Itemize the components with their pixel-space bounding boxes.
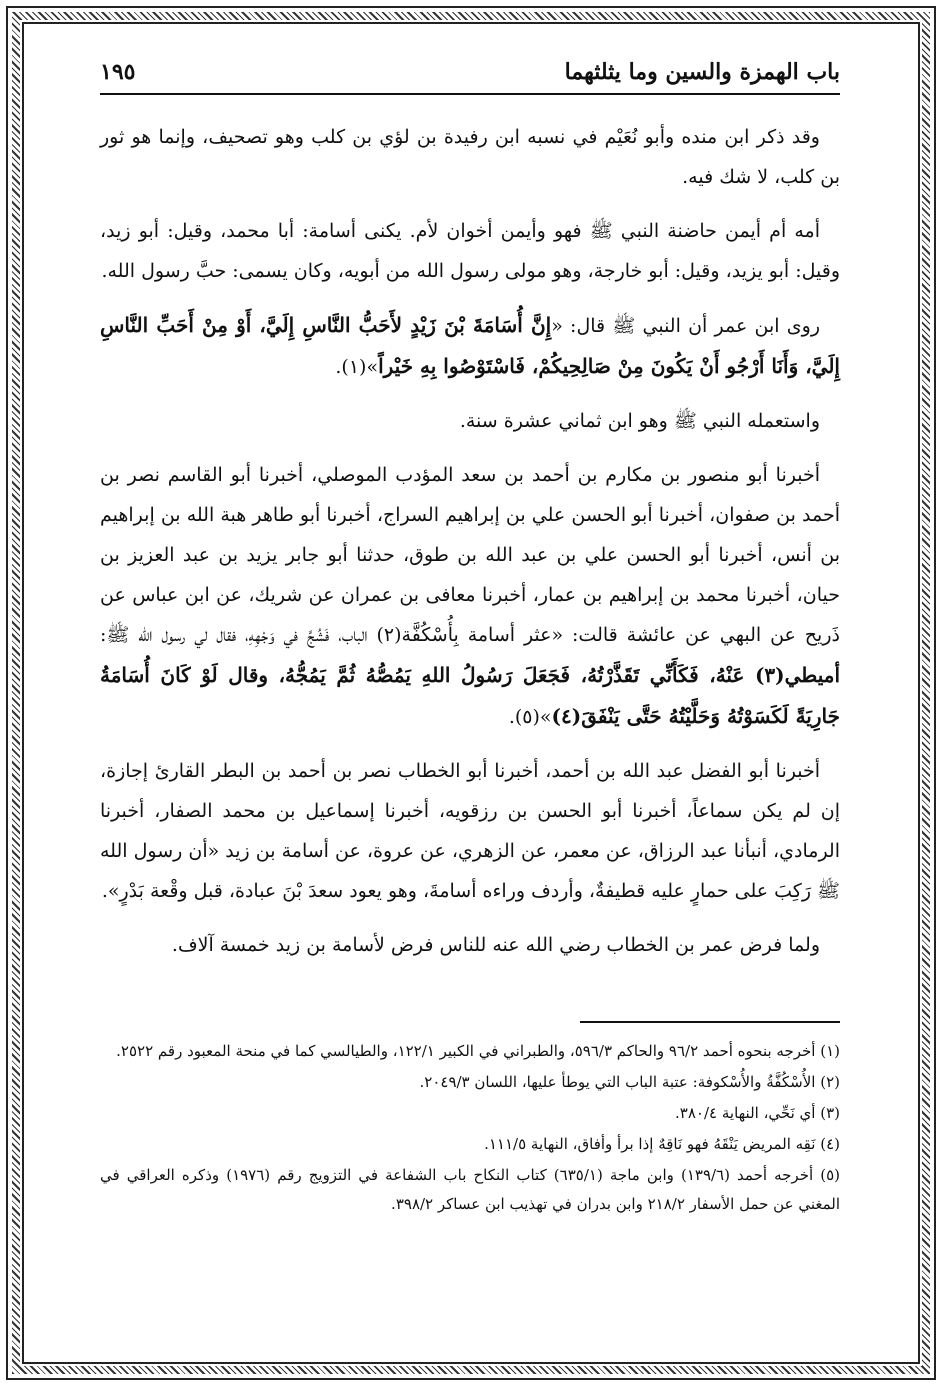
footnote-2: (٢) الأُسْكُفَّةُ والأُسْكوفة: عتبة الباب التي يوطأ عليها، اللسان ٢٠٤٩/٣. <box>419 1073 840 1091</box>
paragraph-mother: أمه أم أيمن حاضنة النبي ﷺ فهو وأيمن أخوان لأم. يكنى أسامة: أبا محمد، وقيل: أبو زيد، وقيل: أبو يزيد، وقيل: أبو خارجة، وهو مولى رسول الله من أبويه، وكان يسمى: حبَّ رسول الله. <box>100 220 840 282</box>
hadith-text: إِنَّ أُسَامَةَ بْنَ زَيْدٍ لأَحَبُّ النَّاسِ إِلَيَّ، أَوْ مِنْ أَحَبِّ النَّاسِ إِلَيَّ، وَأَنَا أَرْجُو أَنْ يَكُونَ مِنْ صَالِحِيكُمْ، فَاسْتَوْصُوا بِهِ خَيْراً <box>100 313 840 378</box>
footnote-divider <box>580 1021 840 1023</box>
paragraph-hadith-ibn-umar <box>100 305 840 387</box>
footnote-3: (٣) أي نَحِّي، النهاية ٣٨٠/٤. <box>675 1104 840 1122</box>
narration-hadith: أميطي(٣) عَنْهُ، فَكَأَنِّي تَقَذَّرْتُهُ، فَجَعَلَ رَسُولُ اللهِ يَمُصُّهُ ثُمَّ يَمُجُّهُ، وقال لَوْ كَانَ أُسَامَةُ جَارِيَةً لَكَسَوْتُهُ وَحَلَّيْتُهُ حَتَّى يَنْفَقَ(٤) <box>100 663 840 728</box>
hadith-intro: روى ابن عمر أن النبي ﷺ قال: « <box>551 315 821 337</box>
paragraph-donkey-narration: أخبرنا أبو الفضل عبد الله بن أحمد، أخبرنا أبو الخطاب نصر بن أحمد بن البطر القارئ إجازة، إن لم يكن سماعاً، أخبرنا أبو الحسن بن رزقويه، أخبرنا إسماعيل بن محمد الصفار، أخبرنا الرمادي، أنبأنا عبد الرزاق، عن معمر، عن الزهري، عن عروة، عن أسامة بن زيد «أن رسول الله ﷺ رَكِبَ على حمارٍ عليه قطيفةٌ، وأردف وراءه أسامةَ، وهو يعود سعدَ بْنَ عبادة، قبل وقْعة بَدْرٍ». <box>100 760 840 902</box>
paragraph-aisha-narration <box>100 455 840 737</box>
paragraph-umar-stipend: ولما فرض عمر بن الخطاب رضي الله عنه للناس فرض لأسامة بن زيد خمسة آلاف. <box>171 934 820 956</box>
paragraph-nasab: وقد ذكر ابن منده وأبو نُعَيْم في نسبه ابن رفيدة بن لؤي بن كلب وهو تصحيف، وإنما هو ثور بن كلب، لا شك فيه. <box>100 126 840 188</box>
main-text <box>100 117 840 965</box>
page-number: ١٩٥ <box>100 59 136 85</box>
footnotes <box>100 1037 840 1221</box>
narration-chain: أخبرنا أبو منصور بن مكارم بن أحمد بن سعد المؤدب الموصلي، أخبرنا أبو القاسم نصر بن أحمد بن صفوان، أخبرنا أبو الحسن علي بن إبراهيم السراج، أخبرنا أبو طاهر هبة الله بن إبراهيم بن أنس، أخبرنا أبو الحسن علي بن عبد الله بن طوق، حدثنا أبو جابر يزيد بن عبد العزيز بن حيان، أخبرنا محمد بن إبراهيم بن عمار، أخبرنا معافى بن عمران عن شريك، عن ابن عباس عن ذَريح عن البهي عن عائشة قالت: «عثر أسامة بِأُسْكُفَّة(٢) الباب، فَشُجَّ في وَجْهِهِ، فقال لي رسول الله ﷺ: <box>100 464 840 646</box>
footnote-4: (٤) نَقِه المريض يَنْقَهُ فهو نَاقِهٌ إذا برأ وأفاق، النهاية ١١١/٥. <box>484 1135 840 1153</box>
hadith-end: »(١). <box>335 356 379 378</box>
page-header <box>100 55 840 95</box>
footnote-1: (١) أخرجه بنحوه أحمد ٩٦/٢ والحاكم ٥٩٦/٣، والطبراني في الكبير ١٢٢/١، والطيالسي كما في منحة المعبود رقم ٢٥٢٢. <box>116 1042 840 1060</box>
narration-end: »(٥). <box>508 706 552 728</box>
book-page <box>100 55 840 1345</box>
paragraph-appointment: واستعمله النبي ﷺ وهو ابن ثماني عشرة سنة. <box>459 410 820 432</box>
footnote-5: (٥) أخرجه أحمد (١٣٩/٦) وابن ماجة (٦٣٥/١) كتاب النكاح باب الشفاعة في التزويج رقم (١٩٧٦) وذكره العراقي في المغني عن حمل الأسفار ٢١٨/٢ وابن بدران في تهذيب ابن عساكر ٣٩٨/٢. <box>100 1166 840 1213</box>
running-title: باب الهمزة والسين وما يثلثهما <box>564 59 840 85</box>
